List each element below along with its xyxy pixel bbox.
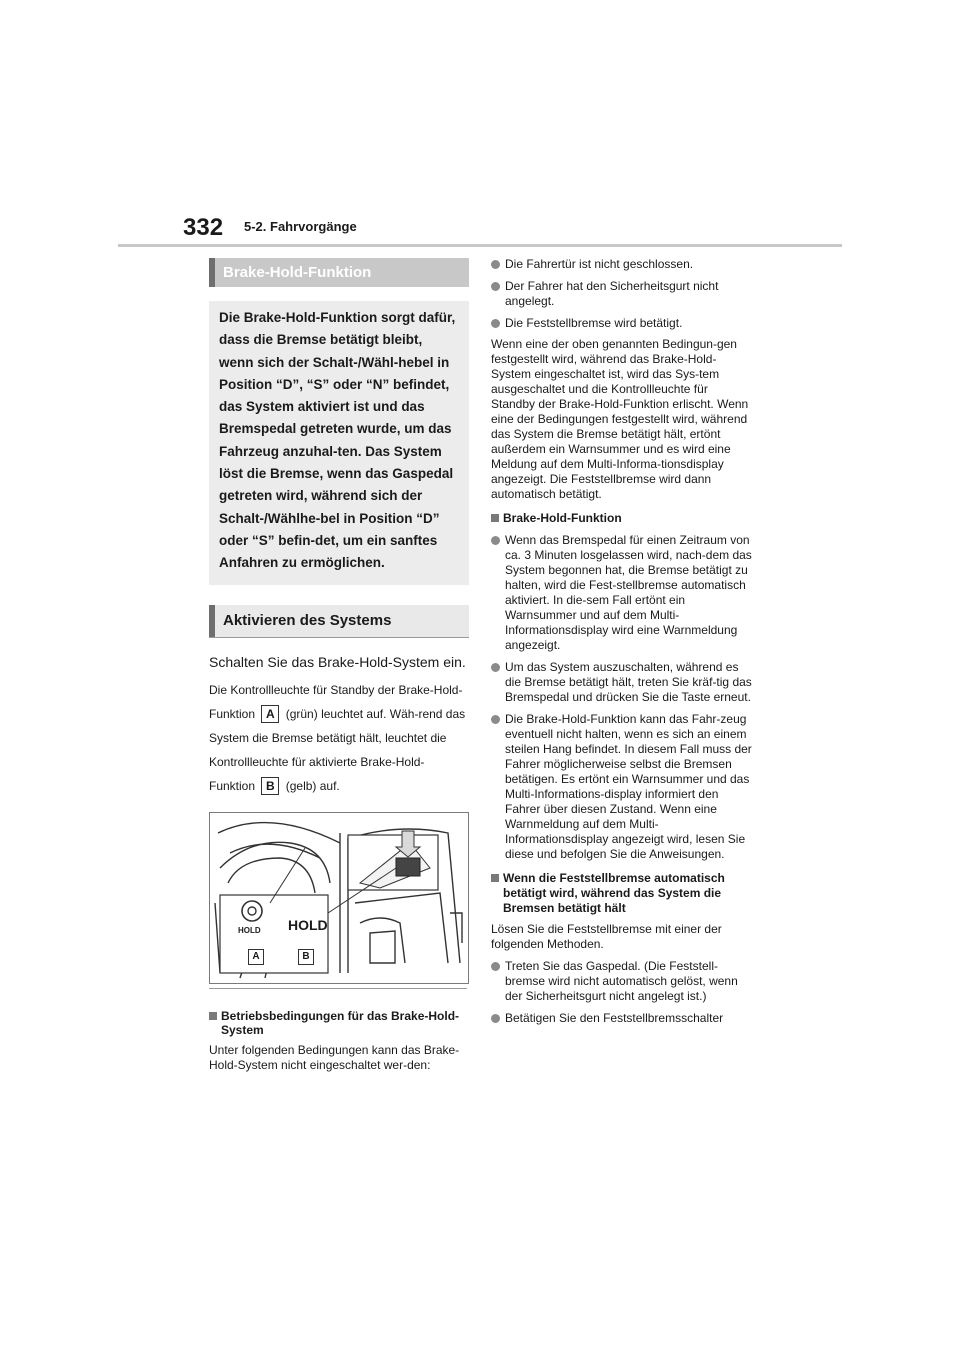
bullet-item: Der Fahrer hat den Sicherheitsgurt nicht angelegt. xyxy=(491,279,753,309)
paragraph: Lösen Sie die Feststellbremse mit einer der folgenden Methoden. xyxy=(491,922,722,951)
bullet-item: Die Feststellbremse wird betätigt. xyxy=(491,316,753,331)
figure-label-b: B xyxy=(298,949,314,965)
sub-heading-parking-brake: Wenn die Feststellbremse automatisch betätigt wird, während das System die Bremsen betätigt hält xyxy=(491,871,753,916)
figure-divider xyxy=(209,988,467,989)
header-divider xyxy=(118,244,842,247)
right-column xyxy=(491,257,753,1026)
page-number: 332 xyxy=(183,214,224,241)
figure-label-a: A xyxy=(248,949,264,965)
section-heading-brake-hold: Brake-Hold-Funktion xyxy=(209,258,469,287)
paragraph: Wenn eine der oben genannten Bedingun-gen festgestellt wird, während das Brake-Hold-System eingeschaltet ist, wird das Sys-tem ausgeschaltet und die Kontrollleuchte für Standby der Brake-Hold-Funktion erlischt. Wenn eine der Bedingungen festgestellt wird, während das System die Bremse betätigt hält, ertönt außerdem ein Warnsummer und es wird eine Meldung auf dem Multi-Informa-tionsdisplay angezeigt. Die Feststellbremse wird dann automatisch betätigt. xyxy=(491,337,749,501)
step-text: Schalten Sie das Brake-Hold-System ein. xyxy=(209,653,466,670)
label-b: B xyxy=(261,777,279,795)
desc-part-1: Die Kontrollleuchte für Standby der Brake-Hold-Funktion xyxy=(209,682,463,721)
chapter-title: 5-2. Fahrvorgänge xyxy=(244,219,357,234)
bullet-item: Um das System auszuschalten, während es die Bremse betätigt hält, treten Sie kräf-tig das Bremspedal und drücken Sie die Taste erneut. xyxy=(491,660,753,705)
sub-heading-conditions: Betriebsbedingungen für das Brake-Hold-System xyxy=(209,1009,469,1037)
conditions-intro: Unter folgenden Bedingungen kann das Brake-Hold-System nicht eingeschaltet wer-den: xyxy=(209,1042,460,1072)
desc-part-2: (grün) leuchtet auf. Wäh-rend das System die Bremse betätigt hält, leuchtet die Kontrollleuchte für aktivierte Brake-Hold-Funktion xyxy=(209,706,466,793)
hold-indicator-standby: HOLD xyxy=(238,925,261,935)
summary-box: Die Brake-Hold-Funktion sorgt dafür, dass die Bremse betätigt bleibt, wenn sich der Schalt-/Wähl-hebel in Position “D”, “S” oder “N” befindet, das System aktiviert ist und das Bremspedal getreten wurde, um das Fahrzeug anzuhal-ten. Das System löst die Bremse, wenn das Gaspedal getreten wird, während sich der Schalt-/Wählhe-bel in Position “D” oder “S” befin-det, um ein sanftes Anfahren zu ermöglichen. xyxy=(209,301,469,585)
label-a: A xyxy=(261,705,279,723)
bullet-item: Die Brake-Hold-Funktion kann das Fahr-zeug eventuell nicht halten, wenn es sich an einem steilen Hang befindet. In diesem Fall muss der Fahrer möglicherweise selbst die Bremsen betätigen. Es ertönt ein Warnsummer und das Multi-Informations-display informiert den Fahrer über diesen Zustand. Wenn eine Warnmeldung auf dem Multi-Informationsdisplay angezeigt wird, lesen Sie diese und befolgen Sie die Anweisungen. xyxy=(491,712,753,862)
sub-heading-brake-hold: Brake-Hold-Funktion xyxy=(491,511,753,526)
hold-indicator-active: HOLD xyxy=(288,916,328,933)
bullet-item: Wenn das Bremspedal für einen Zeitraum von ca. 3 Minuten losgelassen wird, nach-dem das System begonnen hat, die Bremse betätigt zu halten, wird die Fest-stellbremse automatisch aktiviert. In die-sem Fall ertönt ein Warnsummer und auf dem Multi-Informationsdisplay wird eine Warnmeldung angezeigt. xyxy=(491,533,753,653)
bullet-item: Betätigen Sie den Feststellbremsschalter xyxy=(491,1011,753,1026)
dashboard-illustration xyxy=(209,812,469,984)
bullet-item: Die Fahrertür ist nicht geschlossen. xyxy=(491,257,753,272)
left-column xyxy=(209,258,469,1073)
desc-part-3: (gelb) auf. xyxy=(285,778,340,793)
section-heading-activate: Aktivieren des Systems xyxy=(209,605,469,638)
bullet-item: Treten Sie das Gaspedal. (Die Feststell-bremse wird nicht automatisch gelöst, wenn der Sicherheitsgurt nicht angelegt ist.) xyxy=(491,959,753,1004)
indicator-description xyxy=(209,678,469,798)
